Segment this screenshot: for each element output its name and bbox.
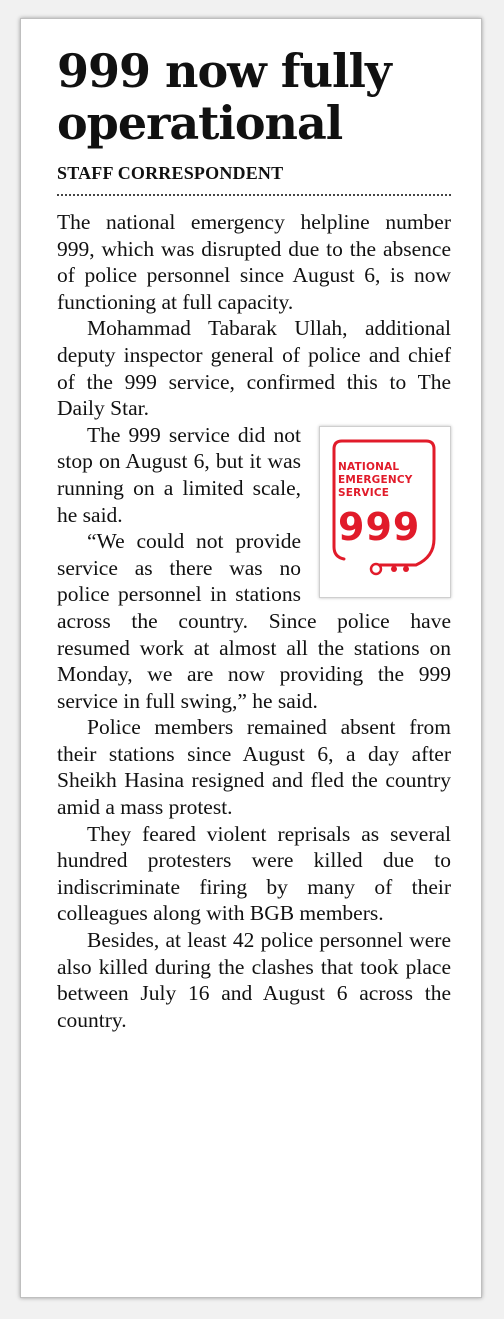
headline-line-1: 999 now fully [57, 44, 391, 98]
article-content [57, 45, 451, 1033]
logo-text-line-1: NATIONAL [338, 460, 400, 473]
paragraph-4: “We could not provide service as there was no police personnel in stations across the country. Since police have resumed work at almost all the stations on Monday, we are now providing the 999 service in full swing,” he said. [57, 529, 451, 713]
logo-number: 999 [338, 504, 421, 549]
emergency-service-logo [319, 426, 451, 598]
paragraph-2: Mohammad Tabarak Ullah, additional deputy inspector general of police and chief of the 999 service, confirmed this to The Daily Star. [57, 316, 451, 421]
byline: STAFF CORRESPONDENT [57, 163, 284, 183]
paragraph-3: The 999 service did not stop on August 6, but it was running on a limited scale, he said. [57, 422, 301, 527]
logo-text-line-3: SERVICE [338, 486, 390, 499]
dotted-divider [57, 194, 451, 196]
paragraph-7: Besides, at least 42 police personnel were also killed during the clashes that took place between July 16 and August 6 across the country. [57, 928, 451, 1032]
headline [57, 45, 451, 149]
article-card [20, 18, 482, 1298]
logo-text-line-2: EMERGENCY [338, 473, 413, 486]
paragraph-6: They feared violent reprisals as several hundred protesters were killed due to indiscriminate firing by many of their colleagues along with BGB members. [57, 821, 451, 926]
paragraph-5: Police members remained absent from their stations since August 6, a day after Sheikh Hasina resigned and fled the country amid a mass protest. [57, 715, 451, 820]
paragraph-1: The national emergency helpline number 999, which was disrupted due to the absence of police personnel since August 6, is now functioning at full capacity. [57, 210, 451, 314]
article-body [57, 209, 451, 1033]
headline-line-2: operational [57, 96, 343, 150]
